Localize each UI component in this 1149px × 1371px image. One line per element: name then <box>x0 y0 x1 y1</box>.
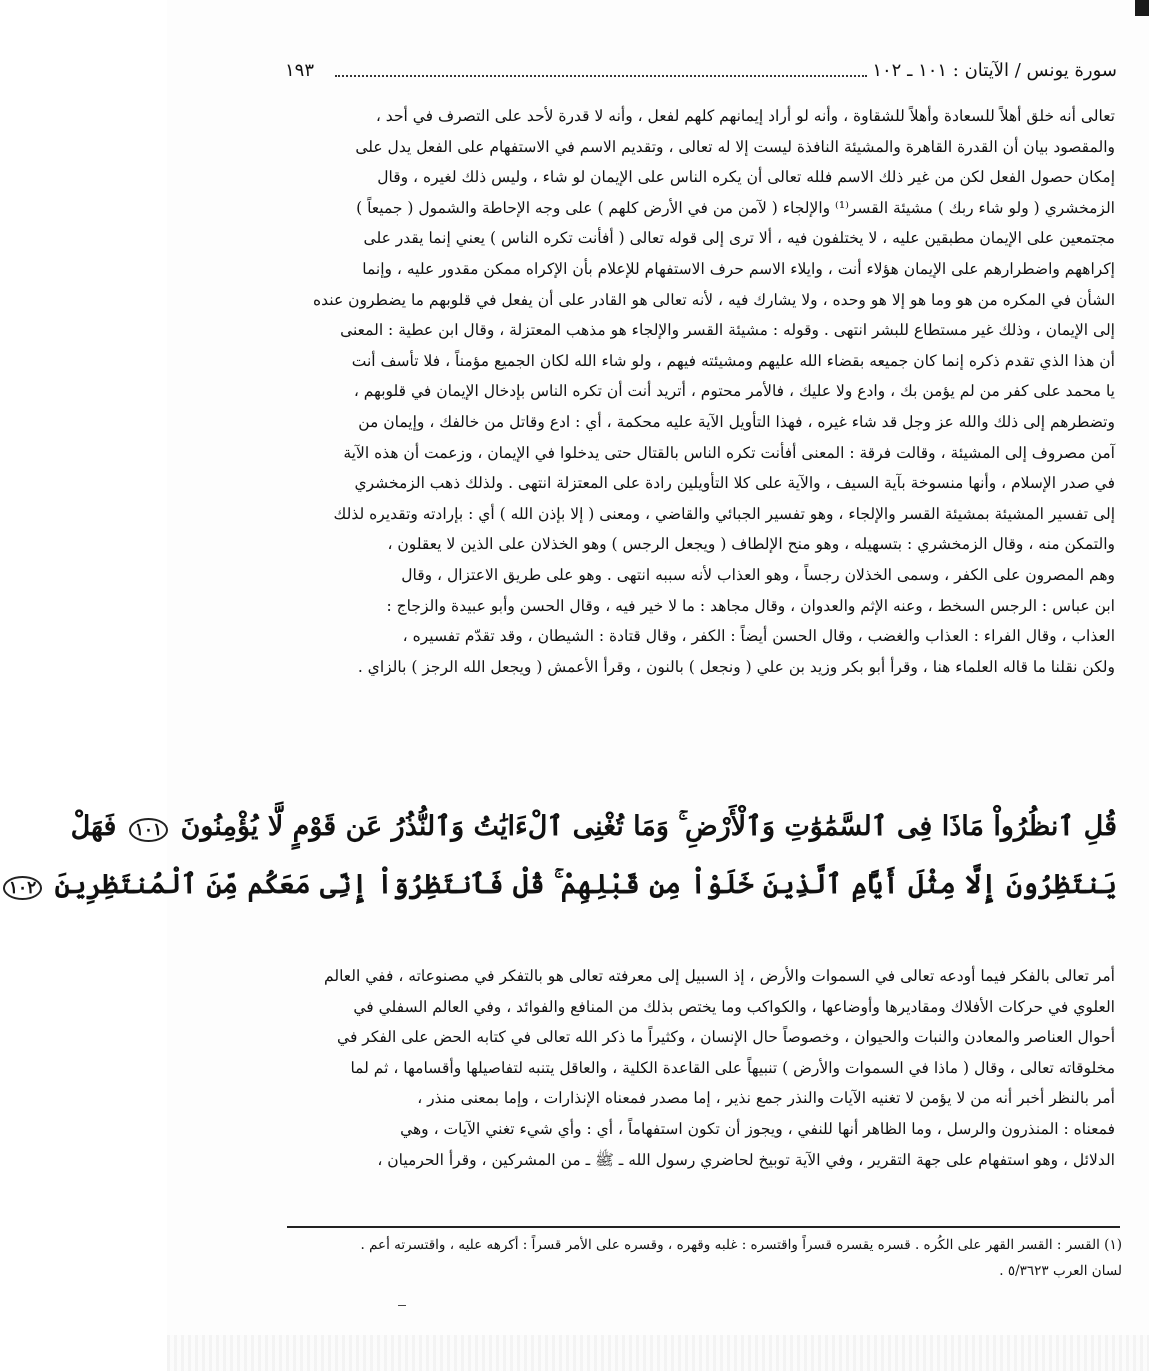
text-line: إكراههم واضطرارهم على الإيمان هؤلاء أنت ، وايلاء الاسم حرف الاستفهام للإعلام بأن الإكراه ممكن مقدور عليه ، وإنما <box>362 259 1115 278</box>
footnote-line: (١) القسر : القسر القهر على الكُره . قسره يقسره قسراً واقتسره : غلبه وقهره ، وقسره على الأمر قسراً : أكرهه عليه ، واقتسرته أعم . <box>360 1237 1122 1253</box>
verse-line <box>70 798 1117 856</box>
text-line: أمر تعالى بالفكر فيما أودعه تعالى في السموات والأرض ، إذ السبيل إلى معرفته تعالى هو بالتفكر في مصنوعاته ، ففي العالم <box>324 967 1115 985</box>
text-line: إمكان حصول الفعل لكن من غير ذلك الاسم فلله تعالى أن يكره الناس على الإيمان لو شاء ، وليس ذلك لغيره ، وقال <box>377 168 1115 187</box>
footnote-line: لسان العرب ٥/٣٦٢٣ . <box>999 1263 1122 1279</box>
text-line: العلوي في حركات الأفلاك ومقاديرها وأوضاعها ، والكواكب وما يختص بذلك من المنافع والفوائد ، وفي العالم السفلي في <box>353 997 1115 1016</box>
text-line: ابن عباس : الرجس السخط ، وعنه الإثم والعدوان ، وقال مجاهد : ما لا خير فيه ، وقال الحسن وأبو عبيدة والزجاج : <box>386 596 1115 615</box>
text-line: فمعناه : المنذرون والرسل ، وما الظاهر أنها للنفي ، ويجوز أن تكون استفهاماً ، أي : وأي شيء تغني الآيات ، وهي <box>400 1119 1115 1138</box>
tafsir-paragraph <box>289 961 1115 1175</box>
book-page <box>8 0 1149 1371</box>
text-line: والتمكن منه ، وقال الزمخشري : بتسهيله ، وهو منح الإلطاف ( ويجعل الرجس ) وهو الخذلان على الذين لا يعقلون ، <box>387 535 1115 554</box>
scan-corner-mark <box>1135 0 1149 16</box>
scan-noise-edge <box>167 1335 1149 1371</box>
verse-text: فَهَلْ <box>70 811 117 842</box>
text-line: العذاب ، وقال الفراء : العذاب والغضب ، وقال الحسن أيضاً : الكفر ، وقال قتادة : الشيطان ، وقد تقدّم تفسيره ، <box>402 627 1115 646</box>
text-line: إلى تفسير المشيئة بمشيئة القسر والإلجاء ، وهو تفسير الجبائي والقاضي ، ومعنى ( إلا بإذن الله ) أي : بإرادته وتقديره لذلك <box>333 504 1115 523</box>
text-line: تعالى أنه خلق أهلاً للسعادة وأهلاً للشقاوة ، وأنه لو أراد إيمانهم كلهم لفعل ، وأنه لا قدرة لأحد على التصرف في أحد ، <box>375 107 1115 125</box>
verse-number-marker: ١٠١ <box>129 818 168 842</box>
text-line: الشأن في المكره من هو وما هو إلا هو وحده ، ولا يشارك فيه ، لأنه تعالى هو القادر على أن يفعل في قلوبهم ما يضطرون عنده <box>313 290 1115 309</box>
text-line: الدلائل ، وهو استفهام على جهة التقرير ، وفي الآية توبيخ لحاضري رسول الله ـ ﷺ ـ من المشركين ، وقرأ الحرميان ، <box>377 1150 1115 1169</box>
verse-number-marker: ١٠٢ <box>3 876 42 900</box>
page-header <box>285 56 1117 92</box>
page-number: ١٩٣ <box>285 60 315 81</box>
text-line: آمن مصروف إلى المشيئة ، وقالت فرقة : المعنى أفأنت تكره الناس بالقتال حتى يدخلوا في الإيمان ، وزعمت أن هذه الآية <box>343 443 1115 462</box>
commentary-paragraph <box>289 101 1115 682</box>
text-line: أحوال العناصر والمعادن والنبات والحيوان ، وخصوصاً حال الإنسان ، وكثيراً ما ذكر الله تعالى في كتابه الحض على الفكر في <box>337 1028 1115 1047</box>
text-line: أمر بالنظر أخبر أنه من لا يؤمن لا تغنيه الآيات والنذر جمع نذير ، إما مصدر فمعناه الإنذارات ، وإما بمعنى منذر ، <box>417 1089 1115 1108</box>
verse-line <box>8 856 1117 914</box>
footnote <box>287 1232 1122 1284</box>
text-line: يا محمد على كفر من لم يؤمن بك ، وادع ولا عليك ، فالأمر محتوم ، أتريد أنت أن تكره الناس بإدخال الإيمان في قلوبهم ، <box>353 382 1115 401</box>
text-line: ولكن نقلنا ما قاله العلماء هنا ، وقرأ أبو بكر وزيد بن علي ( ونجعل ) بالنون ، وقرأ الأعمش ( ويجعل الله الرجز ) بالزاي . <box>357 657 1115 676</box>
header-dotted-leader <box>335 75 867 77</box>
text-line: الزمخشري ( ولو شاء ربك ) مشيئة القسر⁽¹⁾ والإلجاء ( لآمن من في الأرض كلهم ) على وجه الإحاطة والشمول ( جميعاً ) <box>356 198 1115 217</box>
text-line: وهم المصرون على الكفر ، وسمى الخذلان رجساً ، وهو العذاب لأنه سببه انتهى . وهو على طريق الاعتزال ، وقال <box>401 565 1115 584</box>
verse-text: يَنتَظِرُونَ إِلَّا مِثْلَ أَيَّامِ ٱلَّذِينَ خَلَوْاْ مِن قَبْلِهِمْ ۚ قُلْ فَٱنتَظِرُوٓاْ إِنِّى مَعَكُم مِّنَ ٱلْمُنتَظِرِينَ <box>54 869 1117 900</box>
text-line: في صدر الإسلام ، وأنها منسوخة بآية السيف ، والآية على كلا التأويلين رادة على المعتزلة انتهى . ولذلك ذهب الزمخشري <box>354 474 1115 493</box>
stray-mark <box>398 1305 406 1306</box>
text-line: إلى الإيمان ، وذلك غير مستطاع للبشر انتهى . وقوله : مشيئة القسر والإلجاء هو مذهب المعتزلة ، وقال ابن عطية : المعنى <box>340 321 1115 340</box>
text-line: وتضطرهم إلى ذلك والله عز وجل قد شاء غيره ، فهذا التأويل الآية عليه محكمة ، أي : ادع وقاتل من خالفك ، وإيمان من <box>358 412 1115 431</box>
text-line: والمقصود بيان أن القدرة القاهرة والمشيئة النافذة ليست إلا له تعالى ، وتقديم الاسم في الاستفهام على الفعل يدل على <box>355 137 1115 156</box>
footnote-separator <box>287 1226 1120 1228</box>
text-line: مخلوقاته تعالى ، وقال ( ماذا في السموات والأرض ) تنبيهاً على القاعدة الكلية ، والعاقل يتنبه لتفاصيلها وأقسامها ، ثم لما <box>350 1058 1115 1077</box>
text-line: مجتمعين على الإيمان مطبقين عليه ، لا يختلفون فيه ، ألا ترى إلى قوله تعالى ( أفأنت تكره الناس ) يعني إنما يقدر على <box>363 229 1115 248</box>
verse-text: قُلِ ٱنظُرُواْ مَاذَا فِى ٱلسَّمَٰوَٰتِ وَٱلْأَرْضِ ۚ وَمَا تُغْنِى ٱلْءَايَٰتُ وَٱلنُّذُرُ عَن قَوْمٍ لَّا يُؤْمِنُونَ <box>180 811 1117 842</box>
running-title: سورة يونس / الآيتان : ١٠١ ـ ١٠٢ <box>872 60 1117 81</box>
quran-verse-block <box>8 798 1117 914</box>
text-line: أن هذا الذي تقدم ذكره إنما كان جميعه بقضاء الله عليهم ومشيئته فيهم ، ولو شاء الله لكان الجميع مؤمناً ، فلا تأسف أنت <box>351 351 1115 370</box>
